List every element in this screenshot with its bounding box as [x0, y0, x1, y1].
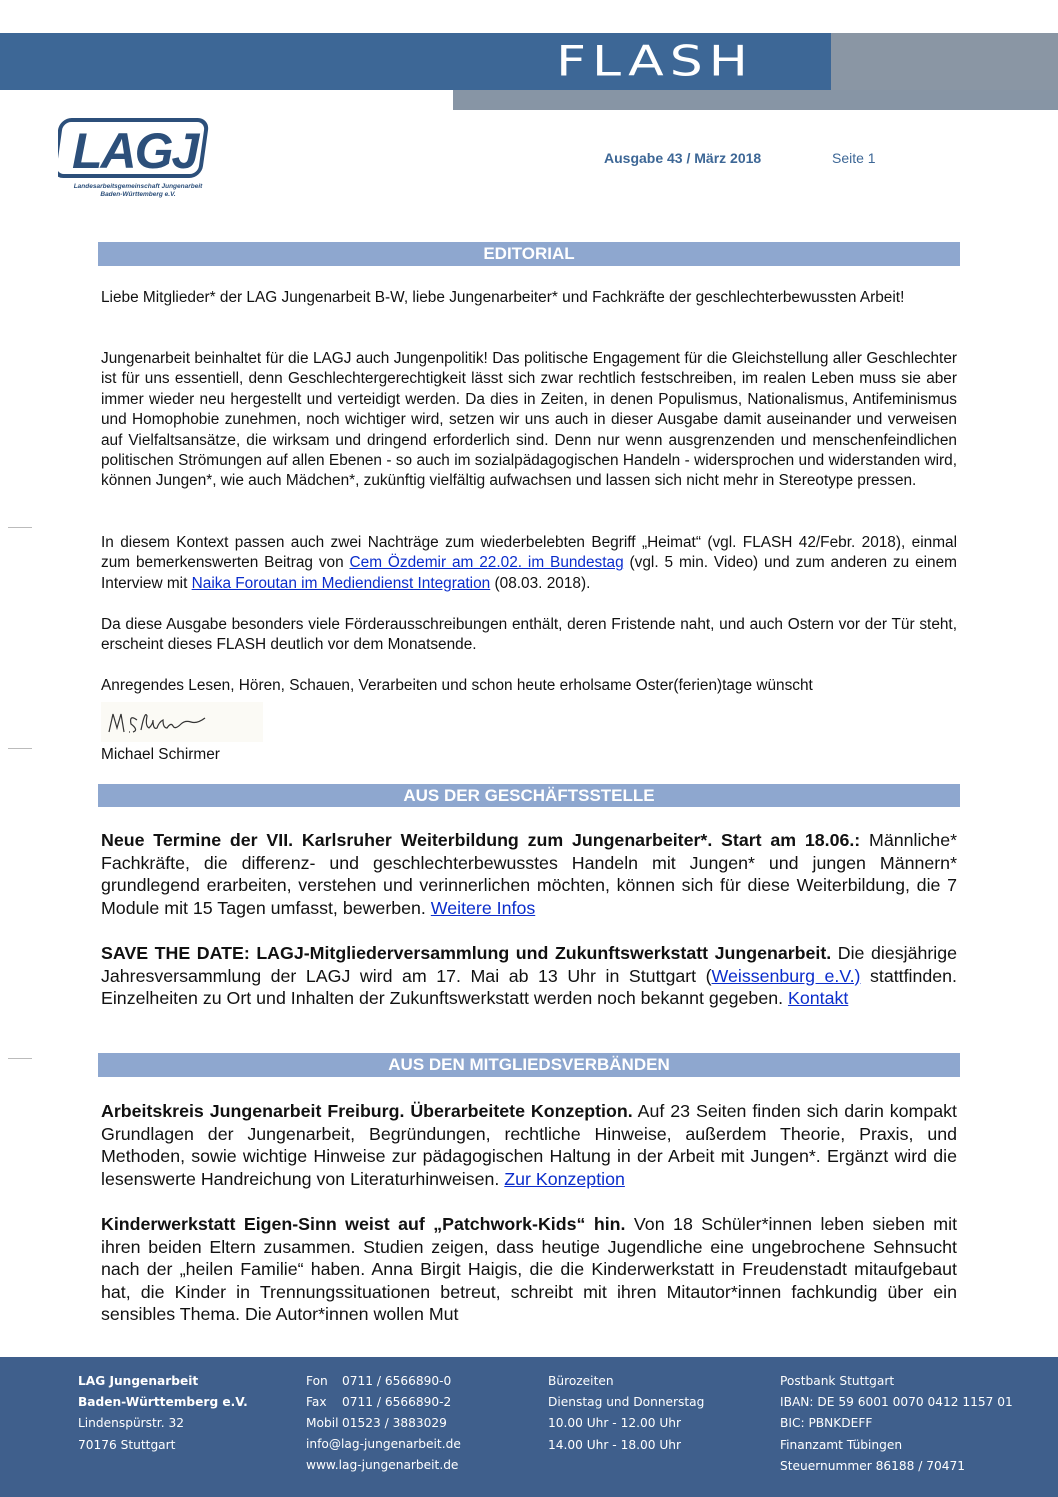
- logo-subtitle: Landesarbeitsgemeinschaft Jungenarbeit Baden-Württemberg e.V.: [73, 183, 203, 198]
- foroutan-link[interactable]: Naika Foroutan im Mediendienst Integration: [191, 574, 491, 592]
- footer-email[interactable]: info@lag-jungenarbeit.de: [306, 1437, 461, 1451]
- news-item-freiburg: Arbeitskreis Jungenarbeit Freiburg. Überarbeitete Konzeption. Auf 23 Seiten finden sich darin kompakt Grundlagen der Jungenarbeit, Begründungen, rechtliche Hinweise, außerdem Theorie, Praxis, und Methoden, sowie wichtige Hinweise zur pädagogischen Haltung in der Arbeit mit Jungen*. Ergänzt wird die lesenswerte Handreichung von Literaturhinweisen. Zur Konzeption: [101, 1101, 957, 1189]
- news-item-title: Kinderwerkstatt Eigen-Sinn weist auf „Patchwork-Kids“ hin.: [101, 1214, 626, 1234]
- footer: [0, 1357, 1058, 1497]
- editorial-paragraph-4: Anregendes Lesen, Hören, Schauen, Verarbeiten und schon heute erholsame Oster(ferien)tage wünscht: [101, 677, 813, 694]
- editorial-paragraph-1: Jungenarbeit beinhaltet für die LAGJ auch Jungenpolitik! Das politische Engagement für die Gleichstellung aller Geschlechter ist für uns essentiell, denn Geschlechtergerechtigkeit lässt sich zwar rechtlich festschreiben, im realen Leben muss sie aber immer wieder neu hergestellt und verteidigt werden. Da dies in Zeiten, in denen Populismus, Nationalismus, Antifeminismus und Homophobie zunehmen, noch wichtiger wird, setzen wir uns auch in dieser Ausgabe damit auseinander und verweisen auf Vielfaltsansätze, die wirksam und dringend erforderlich sind. Denn nur wenn ausgrenzenden und menschenfeindlichen politischen Strömungen auf allen Ebenen - so auch im sozialpädagogischen Handeln - widersprochen und widerstanden wird, können Jungen*, wie auch Mädchen*, zukünftig vielfältig aufwachsen und lassen sich nicht mehr in Stereotype pressen.: [101, 350, 957, 490]
- heimat-term: Begriff „Heimat“: [591, 534, 701, 551]
- margin-mark: [8, 1058, 32, 1059]
- footer-web[interactable]: www.lag-jungenarbeit.de: [306, 1458, 459, 1473]
- weitere-infos-link[interactable]: Weitere Infos: [430, 897, 536, 918]
- issue-label: Ausgabe 43 / März 2018: [604, 150, 762, 166]
- news-item-title: Arbeitskreis Jungenarbeit Freiburg. Überarbeitete Konzeption.: [101, 1101, 633, 1121]
- section-mitgliedsverbaende: AUS DEN MITGLIEDSVERBÄNDEN: [98, 1053, 960, 1077]
- weissenburg-link[interactable]: Weissenburg e.V.): [711, 965, 861, 986]
- section-geschaeftsstelle: AUS DER GESCHÄFTSSTELLE: [98, 784, 960, 807]
- news-item-weiterbildung: Neue Termine der VII. Karlsruher Weiterbildung zum Jungenarbeiter*. Start am 18.06.: Männliche* Fachkräfte, die differenz- und geschlechterbewusstes Handeln mit Jungen* und jungen Männern* grundlegend erarbeiten, verstehen und verinnerlichen möchten, können sich für diese Weiterbildung, die 7 Module mit 15 Tagen umfasst, bewerben. Weitere Infos: [101, 830, 957, 918]
- footer-bank: Postbank Stuttgart IBAN: DE 59 6001 0070 0412 1157 01 BIC: PBNKDEFF Finanzamt Tübingen Steuernummer 86188 / 70471: [780, 1374, 1013, 1473]
- footer-office-hours: Bürozeiten Dienstag und Donnerstag 10.00 Uhr - 12.00 Uhr 14.00 Uhr - 18.00 Uhr: [548, 1374, 705, 1452]
- page-number: Seite 1: [832, 150, 876, 166]
- editorial-paragraph-3: Da diese Ausgabe besonders viele Förderausschreibungen enthält, deren Fristende naht, und auch Ostern vor der Tür steht, erscheint dieses FLASH deutlich vor dem Monatsende.: [101, 616, 957, 654]
- signature-image: [101, 702, 263, 742]
- editorial-greeting: Liebe Mitglieder* der LAG Jungenarbeit B-W, liebe Jungenarbeiter* und Fachkräfte der geschlechterbewussten Arbeit!: [101, 289, 905, 306]
- oezdemir-link[interactable]: Cem Özdemir am 22.02. im Bundestag: [349, 554, 624, 572]
- news-item-title: SAVE THE DATE: LAGJ-Mitgliederversammlung und Zukunftswerkstatt Jungenarbeit.: [101, 943, 832, 963]
- header-grey-right: [831, 33, 1058, 90]
- signature-name: Michael Schirmer: [101, 746, 220, 763]
- footer-contact-values: 0711 / 6566890-0 0711 / 6566890-2 01523 / 3883029: [342, 1374, 452, 1431]
- logo-text: LAGJ: [72, 123, 198, 179]
- news-item-title: Neue Termine der VII. Karlsruher Weiterbildung zum Jungenarbeiter*. Start am 18.06.:: [101, 830, 861, 850]
- margin-mark: [8, 748, 32, 749]
- kontakt-link[interactable]: Kontakt: [787, 988, 849, 1009]
- section-editorial: EDITORIAL: [98, 242, 960, 266]
- footer-links: [306, 1434, 461, 1476]
- news-item-patchwork-kids: Kinderwerkstatt Eigen-Sinn weist auf „Patchwork-Kids“ hin. Von 18 Schüler*innen leben sieben mit ihren beiden Eltern zusammen. Studien zeigen, dass heutige Jugendliche eine ungebrochene Sehnsucht nach der „heilen Familie“ haben. Anna Birgit Haigis, die die Kinderwerkstatt in Freudenstadt mitaufgebaut hat, die Kinder in Trennungssituationen betreut, schreibt mit ihren Mitautor*innen fachkundig über ein sensibles Thema. Die Autor*innen wollen Mut: [101, 1214, 958, 1325]
- news-item-save-the-date: SAVE THE DATE: LAGJ-Mitgliederversammlung und Zukunftswerkstatt Jungenarbeit. Die diesjährige Jahresversammlung der LAGJ wird am 17. Mai ab 13 Uhr in Stuttgart (Weissenburg e.V.) stattfinden. Einzelheiten zu Ort und Inhalten der Zukunftswerkstatt werden noch bekannt gegeben. Kontakt: [101, 943, 957, 1009]
- footer-org: LAG Jungenarbeit Baden-Württemberg e.V. Lindenspürstr. 32 70176 Stuttgart: [78, 1374, 248, 1452]
- margin-mark: [8, 527, 32, 528]
- newsletter-title: FLASH: [556, 38, 754, 86]
- footer-contact-labels: Fon Fax Mobil: [306, 1374, 339, 1431]
- editorial-paragraph-2: In diesem Kontext passen auch zwei Nachträge zum wiederbelebten Begriff „Heimat“ (vgl. FLASH 42/Febr. 2018), einmal zum bemerkenswerten Beitrag von Cem Özdemir am 22.02. im Bundestag (vgl. 5 min. Video) und zum anderen zu einem Interview mit Naika Foroutan im Mediendienst Integration (08.03. 2018).: [101, 534, 957, 592]
- konzeption-link[interactable]: Zur Konzeption: [504, 1168, 625, 1189]
